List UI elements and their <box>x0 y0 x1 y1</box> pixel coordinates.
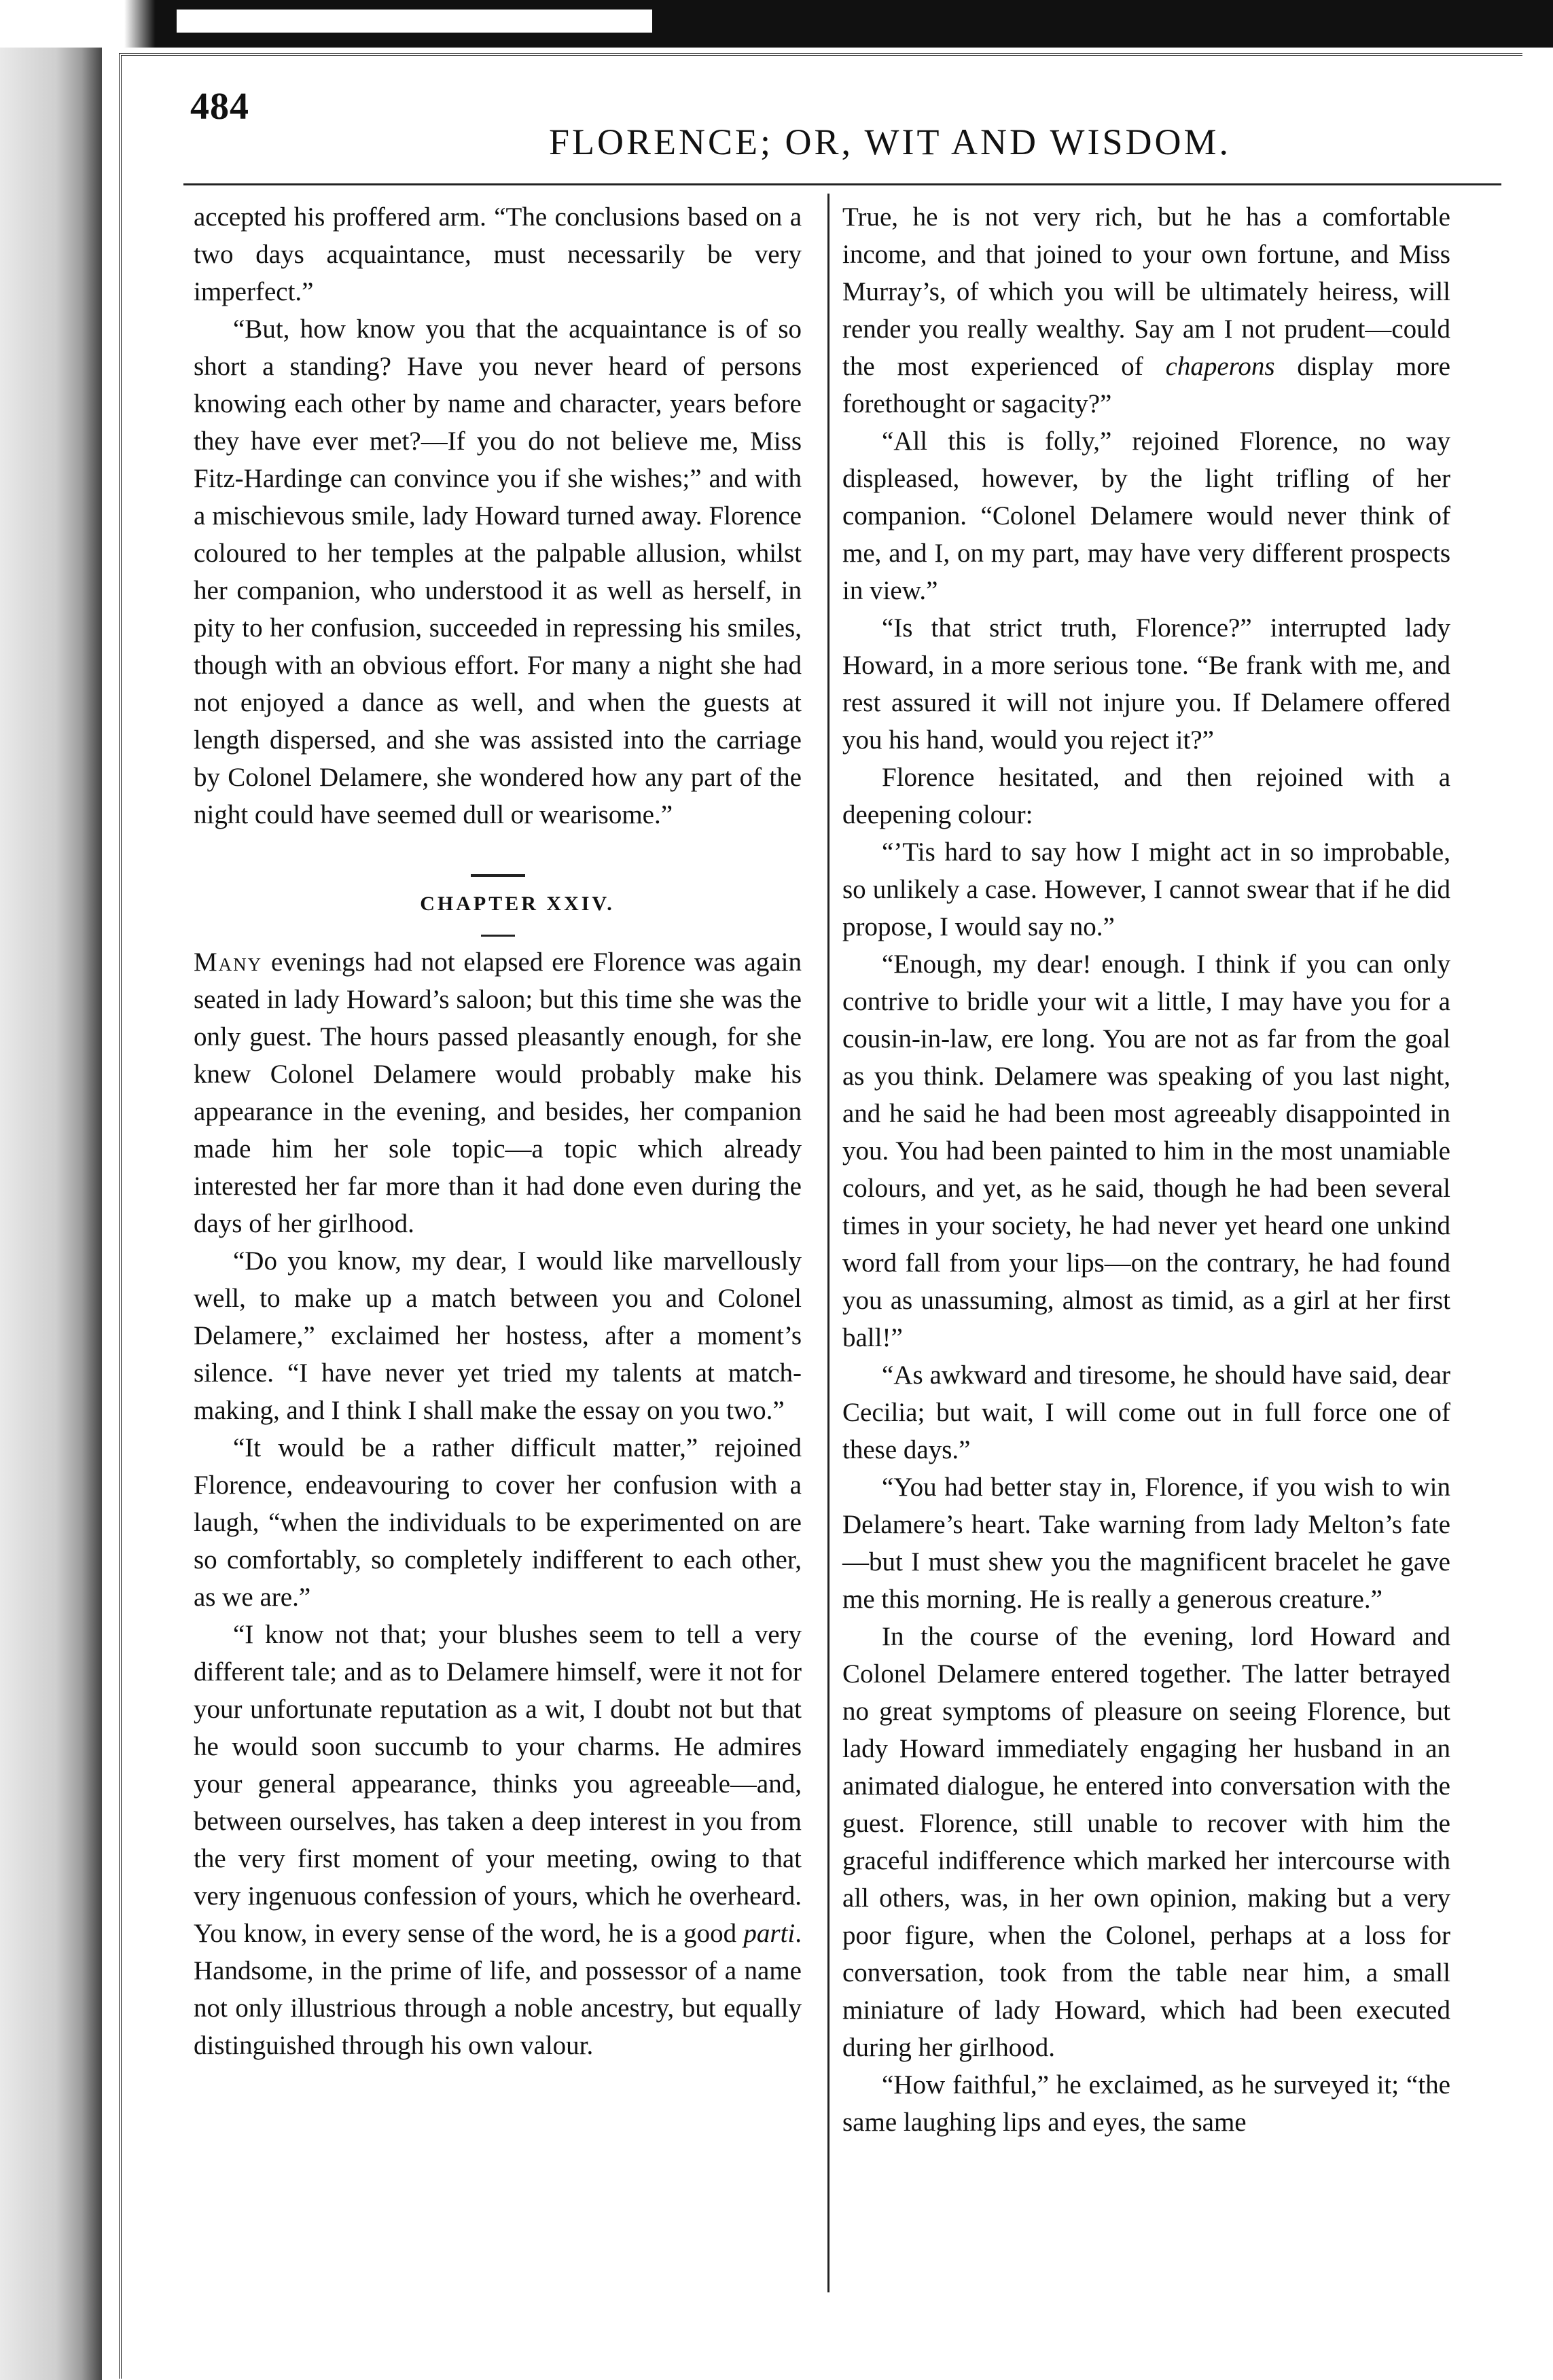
book-binding-shadow <box>0 48 102 2380</box>
paragraph: “It would be a rather difficult matter,” rejoined Florence, endeavouring to cover her confusion with a laugh, “when the individuals to be experimented on are so comfortably, so completely indifferent to each other, as we are.” <box>194 1433 802 1612</box>
paragraph <box>842 198 1450 422</box>
chapter-rule-top <box>471 874 525 877</box>
paragraph <box>194 1616 802 2064</box>
running-title: FLORENCE; OR, WIT AND WISDOM. <box>548 122 1232 162</box>
paragraph: “Enough, my dear! enough. I think if you can only contrive to bridle your wit a little, I may have you for a cousin-in-law, ere long. You are not as far from the goal as you think. Delamere was speaking of you last night, and he said he had been most agreeably disappointed in you. You had been painted to him in the most unamiable colours, and yet, as he said, though he had been several times in your society, he had never yet heard one unkind word fall from your lips—on the contrary, he had found you as unassuming, almost as timid, as a girl at her first ball!” <box>842 950 1450 1352</box>
paragraph-text: . Handsome, in the prime of life, and possessor of a name not only illustrious through a noble ancestry, but equally distinguished through his own valour. <box>194 1919 802 2060</box>
paragraph: accepted his proffered arm. “The conclusions based on a two days acquaintance, must necessarily be very imperfect.” <box>194 202 802 306</box>
column-divider <box>827 194 829 2292</box>
paragraph: “All this is folly,” rejoined Florence, no way displeased, however, by the light trifling of her companion. “Colonel Delamere would never think of me, and I, on my part, may have very different prospects in view.” <box>842 427 1450 605</box>
right-column <box>842 198 1450 2141</box>
chapter-lead-word: Many <box>194 948 263 977</box>
paragraph: Florence hesitated, and then rejoined with a deepening colour: <box>842 763 1450 829</box>
chapter-opening-paragraph <box>194 943 802 1242</box>
paragraph-text: “I know not that; your blushes seem to tell a very different tale; and as to Delamere himself, were it not for your unfortunate reputation as a wit, I doubt not but that he would soon succumb to your charms. He admires your general appearance, thinks you agreeable—and, between ourselves, has taken a deep interest in you from the very first moment of your meeting, owing to that very ingenuous confession of yours, which he overheard. You know, in every sense of the word, he is a good <box>194 1620 802 1948</box>
header-rule <box>183 183 1501 185</box>
paragraph: “Do you know, my dear, I would like marvellously well, to make up a match between you and Colonel Delamere,” exclaimed her hostess, after a moment’s silence. “I have never yet tried my talents at match-making, and I think I shall make the essay on you two.” <box>194 1246 802 1425</box>
chapter-rule-bottom <box>481 935 515 937</box>
paragraph: “As awkward and tiresome, he should have said, dear Cecilia; but wait, I will come out in full force one of these days.” <box>842 1360 1450 1464</box>
paragraph: “’Tis hard to say how I might act in so improbable, so unlikely a case. However, I cannot swear that if he did propose, I would say no.” <box>842 837 1450 941</box>
italic-word: parti <box>743 1919 796 1948</box>
page-number: 484 <box>190 86 249 128</box>
paragraph: “Is that strict truth, Florence?” interrupted lady Howard, in a more serious tone. “Be frank with me, and rest assured it will not injure you. If Delamere offered you his hand, would you reject it?” <box>842 613 1450 755</box>
paragraph: “But, how know you that the acquaintance is of so short a standing? Have you never heard of persons knowing each other by name and character, years before they have ever met?—If you do not believe me, Miss Fitz-Hardinge can convince you if she wishes;” and with a mischievous smile, lady Howard turned away. Florence coloured to her temples at the palpable allusion, whilst her companion, who understood it as well as herself, in pity to her confusion, succeeded in repressing his smiles, though with an obvious effort. For many a night she had not enjoyed a dance as well, and when the guests at length dispersed, and she was assisted into the carriage by Colonel Delamere, she wondered how any part of the night could have seemed dull or wearisome.” <box>194 314 802 829</box>
left-column <box>194 198 802 2064</box>
paragraph-text: True, he is not very rich, but he has a comfortable income, and that joined to your own fortune, and Miss Murray’s, of which you will be ultimately heiress, will render you really wealthy. Say am I not prudent—could the most experienced of <box>842 202 1450 381</box>
paragraph-text: evenings had not elapsed ere Florence was again seated in lady Howard’s saloon; but this time she was the only guest. The hours passed pleasantly enough, for she knew Colonel Delamere would probably make his appearance in the evening, and besides, her companion made him her sole topic—a topic which already interested her far more than it had done even during the days of her girlhood. <box>194 948 802 1238</box>
paragraph-text: display more forethought or sagacity?” <box>842 352 1450 418</box>
italic-word: chaperons <box>1165 352 1275 381</box>
paragraph: “How faithful,” he exclaimed, as he surveyed it; “the same laughing lips and eyes, the same <box>842 2070 1450 2137</box>
paragraph: “You had better stay in, Florence, if you wish to win Delamere’s heart. Take warning from lady Melton’s fate—but I must shew you the magnificent bracelet he gave me this morning. He is really a generous creature.” <box>842 1473 1450 1614</box>
chapter-heading: CHAPTER XXIV. <box>420 892 615 915</box>
scan-top-edge <box>0 0 1553 48</box>
paragraph: In the course of the evening, lord Howard and Colonel Delamere entered together. The latter betrayed no great symptoms of pleasure on seeing Florence, but lady Howard immediately engaging her husband in an animated dialogue, he entered into conversation with the guest. Florence, still unable to recover with him the graceful indifference which marked her intercourse with all others, was, in her own opinion, making but a very poor figure, when the Colonel, perhaps at a loss for conversation, took from the table near him, a small miniature of lady Howard, which had been executed during her girlhood. <box>842 1622 1450 2062</box>
